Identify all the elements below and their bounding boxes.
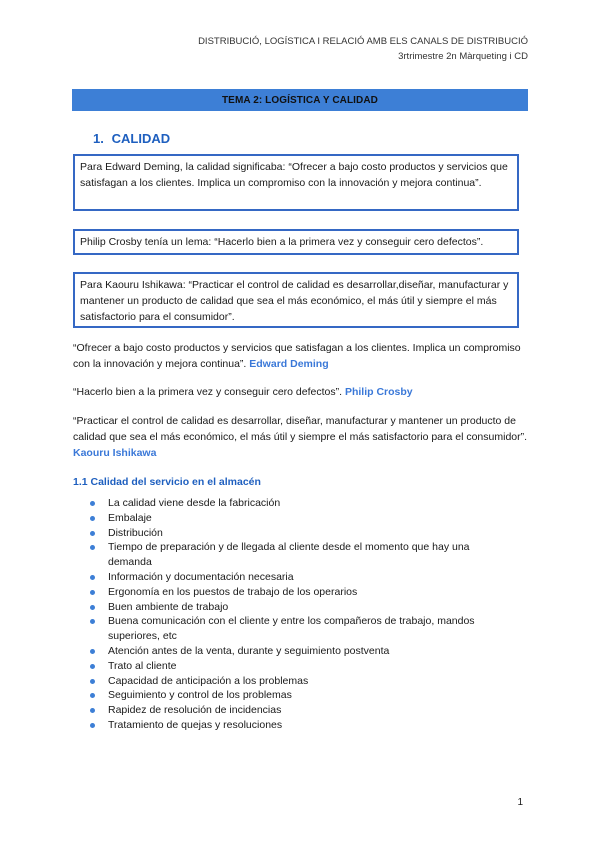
bullet-icon bbox=[90, 605, 95, 610]
bullet-icon bbox=[90, 708, 95, 713]
list-item: Atención antes de la venta, durante y seguimiento postventa bbox=[90, 644, 510, 659]
definition-text: Para Edward Deming, la calidad significaba: “Ofrecer a bajo costo productos y servicios que satisfagan a los clientes. Implica un compromiso con la innovación y mejora continua”. bbox=[80, 161, 508, 189]
bullet-icon bbox=[90, 723, 95, 728]
bullet-icon bbox=[90, 649, 95, 654]
page-number: 1 bbox=[517, 797, 523, 808]
list-item: Capacidad de anticipación a los problemas bbox=[90, 674, 510, 689]
definition-box-deming bbox=[73, 154, 519, 211]
quote-paragraph bbox=[73, 340, 533, 372]
topic-title: TEMA 2: LOGÍSTICA Y CALIDAD bbox=[221, 94, 379, 106]
course-subtitle: 3rtrimestre 2n Màrqueting i CD bbox=[398, 51, 528, 62]
bullet-icon bbox=[90, 575, 95, 580]
bullet-icon bbox=[90, 590, 95, 595]
bullet-icon bbox=[90, 545, 95, 550]
definition-text: Philip Crosby tenía un lema: “Hacerlo bien a la primera vez y conseguir cero defectos”. bbox=[80, 236, 484, 248]
list-item: Embalaje bbox=[90, 511, 510, 526]
list-item: Trato al cliente bbox=[90, 659, 510, 674]
definition-text: Para Kaouru Ishikawa: “Practicar el control de calidad es desarrollar,diseñar, manufacturar y mantener un producto de calidad que sea el más económico, el más útil y siempre el más satisfactorio para el consumidor”. bbox=[80, 279, 509, 323]
quote-text: “Practicar el control de calidad es desarrollar, diseñar, manufacturar y mantener un producto de calidad que sea el más económico, el más útil y siempre el más satisfactorio para el consumidor”. bbox=[73, 415, 528, 443]
bullet-icon bbox=[90, 619, 95, 624]
list-item: Tratamiento de quejas y resoluciones bbox=[90, 718, 510, 733]
bullet-icon bbox=[90, 501, 95, 506]
bullet-icon bbox=[90, 516, 95, 521]
list-item: Buen ambiente de trabajo bbox=[90, 600, 510, 615]
section-title: CALIDAD bbox=[111, 131, 171, 146]
section-heading bbox=[93, 131, 170, 146]
list-item: Ergonomía en los puestos de trabajo de los operarios bbox=[90, 585, 510, 600]
subsection-heading: 1.1 Calidad del servicio en el almacén bbox=[73, 476, 261, 488]
bullet-icon bbox=[90, 531, 95, 536]
quote-author: Kaouru Ishikawa bbox=[73, 447, 157, 459]
page-header bbox=[198, 34, 528, 64]
list-item: Información y documentación necesaria bbox=[90, 570, 510, 585]
quote-author: Philip Crosby bbox=[344, 386, 413, 398]
definition-box-ishikawa bbox=[73, 272, 519, 328]
list-item: Rapidez de resolución de incidencias bbox=[90, 703, 510, 718]
quote-author: Edward Deming bbox=[249, 358, 329, 370]
definition-box-crosby bbox=[73, 229, 519, 255]
topic-banner bbox=[72, 89, 528, 111]
quote-text: “Hacerlo bien a la primera vez y conseguir cero defectos”. bbox=[73, 386, 345, 398]
list-item: Buena comunicación con el cliente y entre los compañeros de trabajo, mandos superiores, etc bbox=[90, 614, 510, 644]
quote-text: “Ofrecer a bajo costo productos y servicios que satisfagan a los clientes. Implica un compromiso con la innovación y mejora continua”. bbox=[73, 342, 521, 370]
bullet-icon bbox=[90, 693, 95, 698]
section-number: 1. bbox=[93, 131, 104, 146]
quote-paragraph bbox=[73, 413, 533, 461]
quote-paragraph bbox=[73, 384, 533, 400]
service-quality-list bbox=[90, 496, 510, 733]
bullet-icon bbox=[90, 664, 95, 669]
list-item: Tiempo de preparación y de llegada al cliente desde el momento que hay una demanda bbox=[90, 540, 510, 570]
list-item: La calidad viene desde la fabricación bbox=[90, 496, 510, 511]
list-item: Distribución bbox=[90, 526, 510, 541]
course-title: DISTRIBUCIÓ, LOGÍSTICA I RELACIÓ AMB ELS CANALS DE DISTRIBUCIÓ bbox=[198, 36, 528, 47]
list-item: Seguimiento y control de los problemas bbox=[90, 688, 510, 703]
bullet-icon bbox=[90, 679, 95, 684]
